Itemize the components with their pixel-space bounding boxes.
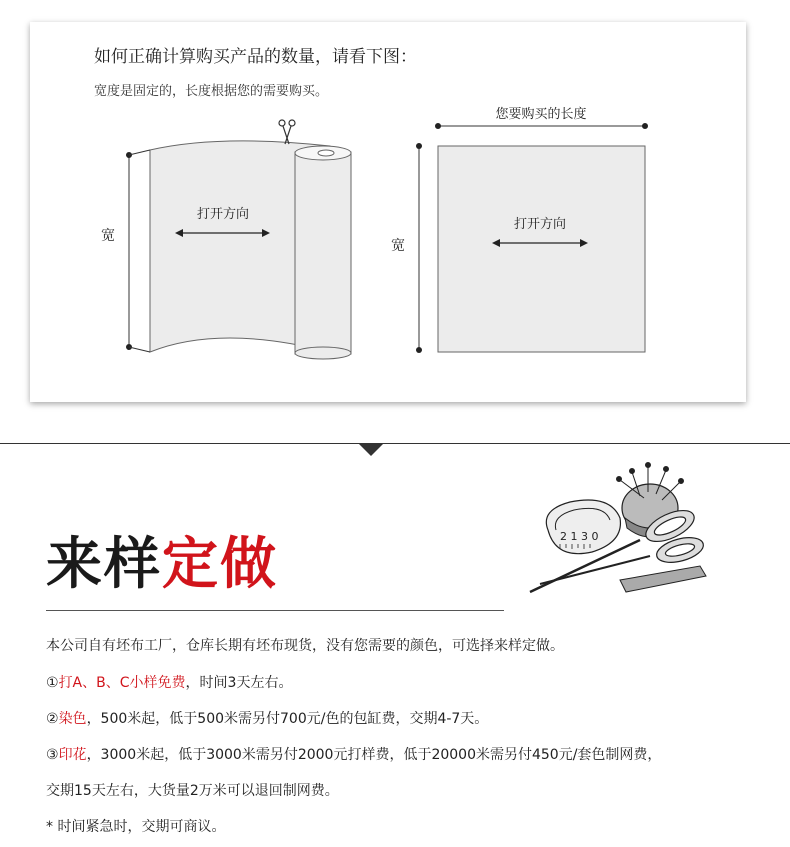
item3-continuation: 交期15天左右，大货量2万米可以退回制网费。 <box>46 783 339 799</box>
scissors-icon <box>279 120 295 144</box>
item1-highlight: 打A、B、C小样免费 <box>58 675 186 691</box>
item2-highlight: 染色 <box>58 711 87 727</box>
item1-number: ① <box>46 675 59 691</box>
right-length-label: 您要购买的长度 <box>495 107 587 122</box>
heading-red-part: 定做 <box>162 532 278 597</box>
heading-underline <box>46 610 504 611</box>
heading-black-part: 来样 <box>46 532 162 597</box>
right-width-label: 宽 <box>391 238 405 254</box>
item-sample <box>46 672 292 692</box>
diagram-title: 如何正确计算购买产品的数量，请看下图： <box>94 47 417 67</box>
item1-text: ，时间3天左右。 <box>185 675 293 691</box>
item-dyeing <box>46 708 488 728</box>
fabric-diagram <box>30 22 746 402</box>
svg-text:2 1 3 0: 2 1 3 0 <box>560 530 599 543</box>
sewing-tools-illustration <box>520 458 720 608</box>
item3-number: ③ <box>46 747 59 763</box>
intro-paragraph: 本公司自有坯布工厂，仓库长期有坯布现货，没有您需要的颜色，可选择来样定做。 <box>46 638 564 654</box>
note-text: * 时间紧急时，交期可商议。 <box>46 819 226 835</box>
right-direction-label: 打开方向 <box>513 217 567 232</box>
left-width-label: 宽 <box>101 228 115 244</box>
item-printing <box>46 744 661 764</box>
section-divider <box>0 443 790 444</box>
item3-highlight: 印花 <box>58 747 87 763</box>
fabric-piece-illustration <box>391 106 648 353</box>
divider-arrow-icon <box>359 444 383 456</box>
diagram-subtitle: 宽度是固定的，长度根据您的需要购买。 <box>94 84 329 99</box>
item2-text: ，500米起，低于500米需另付700元/色的包缸费，交期4-7天。 <box>86 711 489 727</box>
custom-order-heading <box>46 530 278 600</box>
fabric-roll-illustration <box>101 120 351 359</box>
item2-number: ② <box>46 711 59 727</box>
tailor-chalk-icon <box>620 566 706 592</box>
fabric-measure-card <box>30 22 746 402</box>
item3-text: ，3000米起，低于3000米需另付2000元打样费，低于20000米需另付450元/套色制网费， <box>86 747 662 763</box>
tape-measure-icon <box>546 500 620 554</box>
left-direction-label: 打开方向 <box>196 207 250 222</box>
